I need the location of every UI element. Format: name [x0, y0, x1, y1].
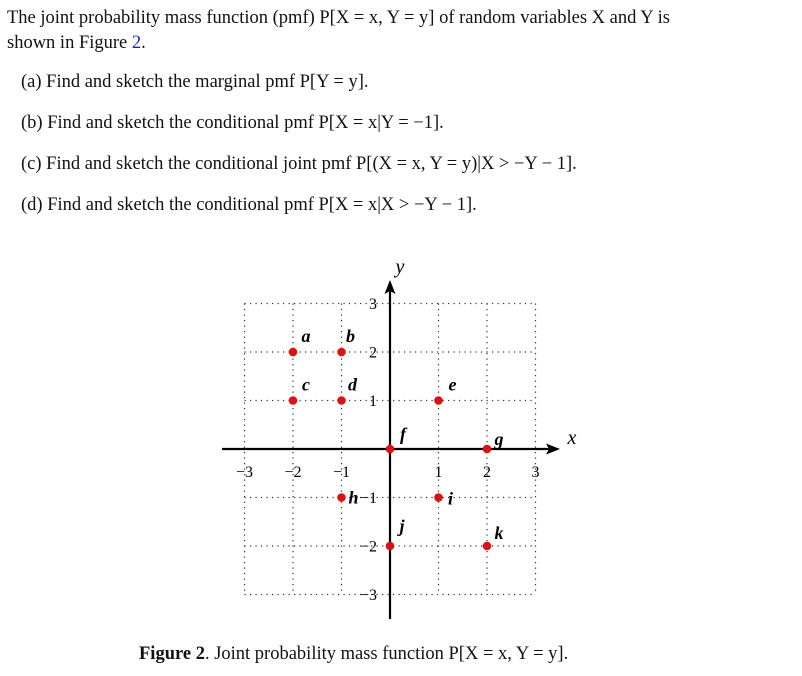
- x-tick-label: 3: [531, 464, 540, 481]
- question-text: Find and sketch the conditional pmf P[X = x|Y = −1].: [47, 113, 444, 133]
- pmf-point-d: [337, 396, 346, 405]
- pmf-point-label: h: [348, 487, 359, 508]
- pmf-point-i: [434, 493, 443, 502]
- pmf-point-label: k: [494, 523, 504, 543]
- x-tick-label: 2: [483, 464, 491, 481]
- pmf-point-g: [483, 445, 492, 454]
- pmf-point-e: [434, 396, 443, 405]
- pmf-point-label: e: [448, 374, 457, 395]
- pmf-point-label: i: [447, 488, 454, 509]
- question-label: (b): [21, 113, 43, 133]
- chart-points: [289, 326, 504, 550]
- pmf-point-k: [483, 542, 492, 551]
- y-tick-label: −1: [359, 490, 377, 507]
- pmf-point-c: [289, 396, 298, 405]
- pmf-point-label: b: [346, 326, 355, 346]
- question-text: Find and sketch the conditional joint pmf P[(X = x, Y = y)|X > −Y − 1].: [46, 154, 577, 174]
- x-tick-label: −1: [332, 464, 351, 481]
- question-label: (d): [21, 195, 43, 215]
- figure-caption-label: Figure 2: [139, 644, 205, 664]
- pmf-point-label: c: [302, 374, 310, 395]
- pmf-point-label: g: [494, 429, 504, 449]
- figure-reference-link[interactable]: 2: [131, 33, 142, 53]
- y-tick-label: −3: [359, 587, 377, 604]
- figure-caption-text: . Joint probability mass function P[X = x, Y = y].: [204, 644, 569, 664]
- pmf-point-label: a: [301, 326, 311, 346]
- x-axis-label: x: [567, 427, 577, 449]
- x-tick-label: −2: [284, 464, 302, 481]
- question-text: Find and sketch the conditional pmf P[X = x|X > −Y − 1].: [47, 195, 477, 215]
- y-tick-label: 1: [369, 393, 377, 410]
- pmf-point-b: [337, 348, 346, 357]
- pmf-point-h: [337, 493, 346, 502]
- x-tick-label: −3: [235, 464, 254, 481]
- intro-line-1: The joint probability mass function (pmf) P[X = x, Y = y] of random variables X and Y is: [7, 8, 670, 28]
- x-tick-label: 1: [434, 464, 443, 481]
- pmf-point-a: [289, 348, 298, 357]
- pmf-point-f: [386, 445, 395, 454]
- question-text: Find and sketch the marginal pmf P[Y = y].: [46, 72, 369, 92]
- question-label: (c): [21, 154, 42, 174]
- pmf-point-label: d: [348, 374, 357, 395]
- y-tick-label: −2: [359, 538, 377, 556]
- y-axis-label: y: [395, 256, 405, 278]
- y-tick-label: 2: [369, 344, 377, 362]
- pmf-point-label: f: [400, 424, 406, 444]
- pmf-point-label: j: [399, 516, 405, 536]
- y-tick-label: 3: [369, 296, 377, 313]
- figure-caption: [139, 644, 779, 665]
- intro-line-2-prefix: shown in Figure: [7, 33, 132, 53]
- intro-line-2-suffix: .: [141, 33, 146, 53]
- pmf-point-j: [386, 542, 395, 551]
- question-label: (a): [21, 72, 42, 92]
